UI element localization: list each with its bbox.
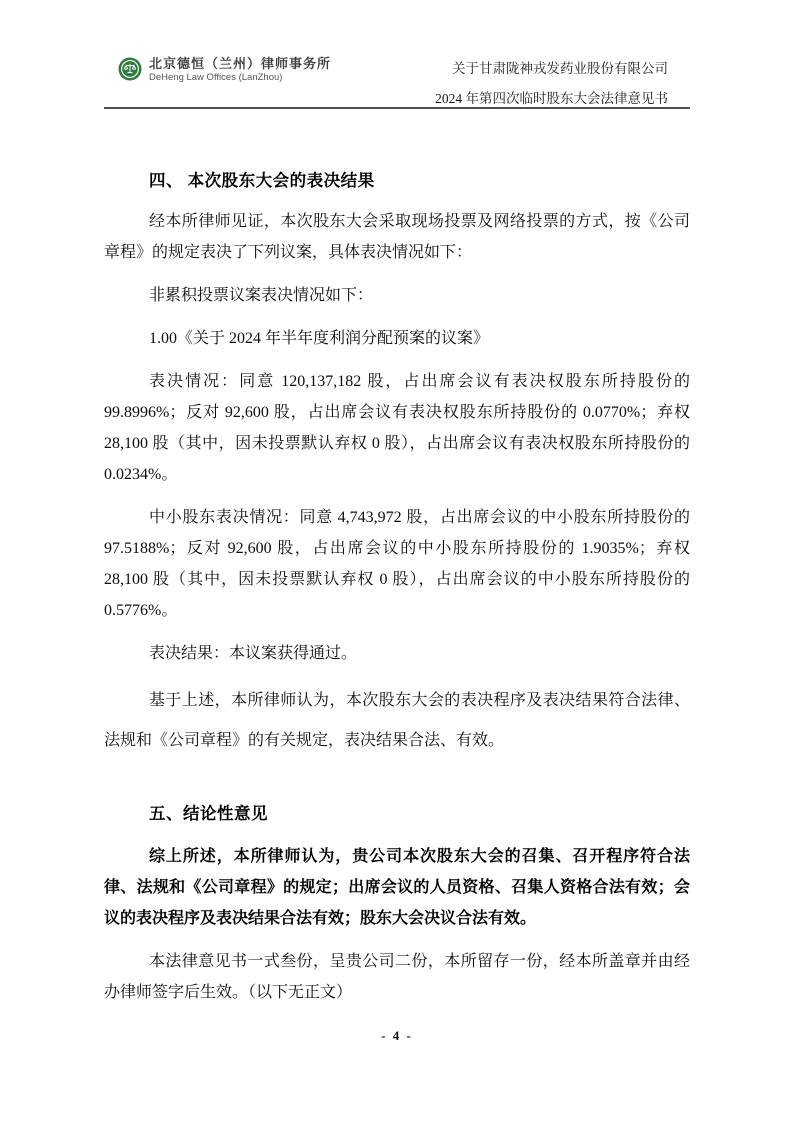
paragraph-vote-legality: 基于上述，本所律师认为，本次股东大会的表决程序及表决结果符合法律、法规和《公司章程》的有关规定，表决结果合法、有效。 — [104, 692, 690, 749]
section5-heading: 五、结论性意见 — [149, 804, 268, 823]
paragraph-copies-effectiveness: 本法律意见书一式叁份，呈贵公司二份，本所留存一份，经本所盖章并由经办律师签字后生效。（以下无正文） — [104, 953, 690, 1001]
paragraph-conclusion: 综上所述，本所律师认为，贵公司本次股东大会的召集、召开程序符合法律、法规和《公司章程》的规定；出席会议的人员资格、召集人资格合法有效；会议的表决程序及表决结果合法有效；股东大会决议合法有效。 — [104, 848, 690, 927]
page-footer — [0, 1028, 794, 1044]
page-number: - 4 - — [381, 1028, 413, 1043]
firm-name-en: DeHeng Law Offices (LanZhou) — [149, 72, 283, 83]
paragraph-vote-results-minority: 中小股东表决情况：同意 4,743,972 股，占出席会议的中小股东所持股份的 97.5188%；反对 92,600 股，占出席会议的中小股东所持股份的 1.9035%；弃权 28,100 股（其中，因未投票默认弃权 0 股），占出席会议的中小股东所持股份的 0.5776%。 — [104, 509, 690, 619]
doc-ref-line2: 2024 年第四次临时股东大会法律意见书 — [435, 91, 668, 106]
firm-identity — [117, 54, 331, 84]
document-reference — [435, 54, 690, 106]
firm-names — [149, 56, 331, 84]
firm-name-zh: 北京德恒（兰州）律师事务所 — [149, 56, 332, 71]
document-body — [104, 170, 690, 1020]
paragraph-voting-method: 经本所律师见证，本次股东大会采取现场投票及网络投票的方式，按《公司章程》的规定表决了下列议案，具体表决情况如下： — [104, 213, 690, 261]
paragraph-vote-results-all: 表决情况：同意 120,137,182 股，占出席会议有表决权股东所持股份的 99.8996%；反对 92,600 股，占出席会议有表决权股东所持股份的 0.0770%；弃权 28,100 股（其中，因未投票默认弃权 0 股），占出席会议有表决权股东所持股份的 0.0234%。 — [104, 373, 690, 483]
paragraph-noncumulative-intro: 非累积投票议案表决情况如下： — [149, 287, 374, 304]
paragraph-vote-outcome: 表决结果：本议案获得通过。 — [149, 645, 358, 662]
page-header — [104, 54, 690, 106]
header-divider — [104, 107, 690, 109]
paragraph-proposal-title: 1.00《关于 2024 年半年度利润分配预案的议案》 — [149, 330, 490, 347]
doc-ref-line1: 关于甘肃陇神戎发药业股份有限公司 — [452, 61, 668, 76]
section4-heading: 四、 本次股东大会的表决结果 — [149, 171, 375, 190]
scales-of-justice-icon — [117, 56, 143, 82]
